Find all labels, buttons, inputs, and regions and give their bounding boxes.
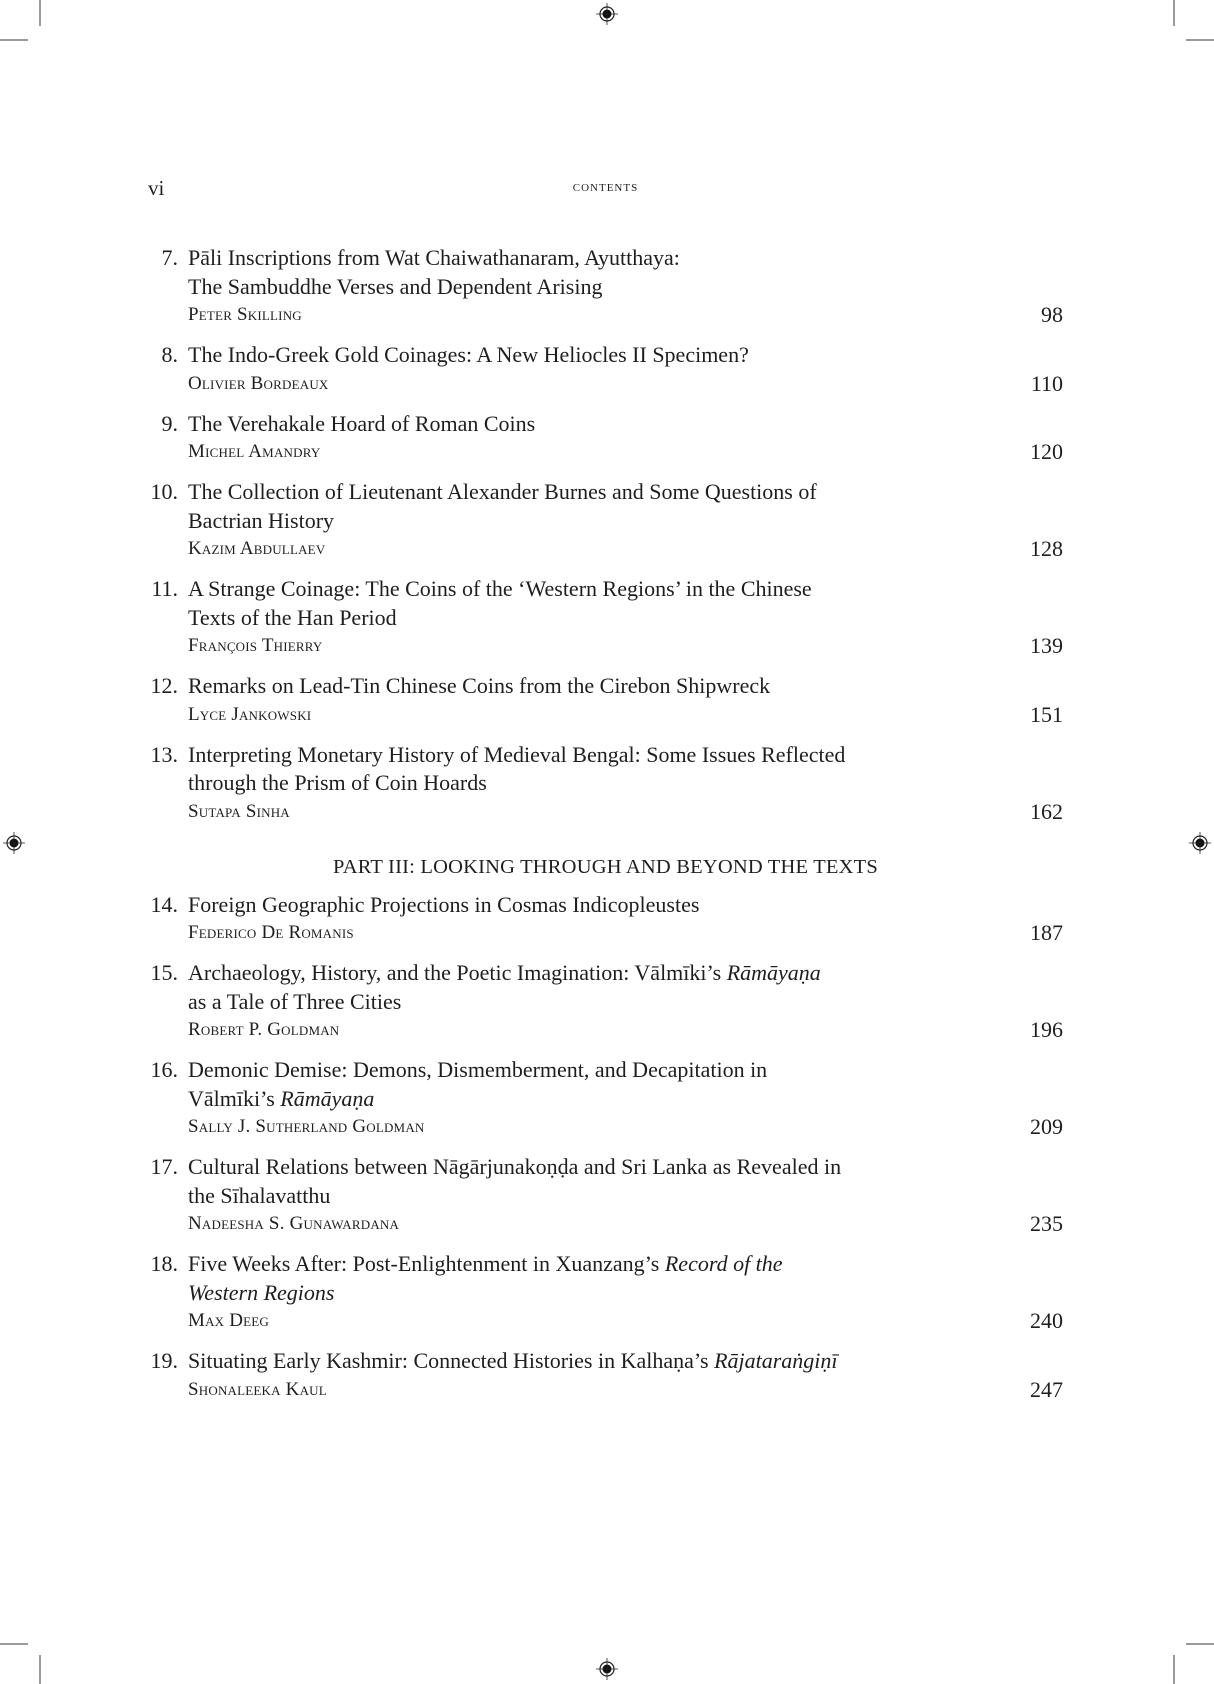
entry-body (188, 1153, 973, 1238)
page-number[interactable]: 139 (1030, 633, 1063, 658)
crop-mark-bottom-left-vertical (39, 1655, 41, 1684)
page-number[interactable]: 209 (1030, 1114, 1063, 1139)
registration-target-icon (596, 1658, 618, 1680)
toc-entry[interactable] (148, 1347, 1063, 1404)
entry-number: 18. (150, 1251, 178, 1276)
entry-body (188, 1056, 973, 1141)
page-number[interactable]: 235 (1030, 1211, 1063, 1236)
page-number[interactable]: 187 (1030, 920, 1063, 945)
toc-entry[interactable] (148, 1153, 1063, 1238)
entry-body (188, 672, 973, 729)
toc-entry[interactable] (148, 244, 1063, 329)
page-number[interactable]: 110 (1030, 370, 1063, 396)
page-number[interactable]: 240 (1030, 1308, 1063, 1333)
chapter-title-text: Bactrian History (188, 507, 335, 533)
chapter-author: Olivier Bordeaux (188, 372, 329, 394)
toc-entry[interactable] (148, 891, 1063, 948)
registration-target-icon (596, 3, 618, 25)
chapter-title-line (188, 1347, 973, 1376)
chapter-title-line (188, 575, 973, 604)
page-number[interactable]: 128 (1030, 536, 1063, 561)
chapter-title-line (188, 891, 973, 920)
crop-mark-top-right-horizontal (1186, 39, 1214, 41)
toc-entry[interactable] (148, 1250, 1063, 1335)
chapter-author: Nadeesha S. Gunawardana (188, 1213, 400, 1234)
entry-number: 16. (150, 1057, 178, 1082)
entry-number: 13. (150, 741, 178, 767)
chapter-title-text: The Collection of Lieutenant Alexander Burnes and Some Questions of (188, 479, 817, 504)
toc-part-3-entries (148, 891, 1063, 1404)
crop-mark-top-left-horizontal (0, 39, 28, 41)
crop-mark-bottom-right-vertical (1173, 1655, 1175, 1684)
entry-number: 7. (161, 245, 178, 270)
chapter-title-text: The Indo-Greek Gold Coinages: A New Heliocles II Specimen? (188, 342, 749, 367)
page-number[interactable]: 98 (1041, 302, 1063, 327)
chapter-title-line (188, 507, 973, 536)
toc-entry[interactable] (148, 672, 1063, 729)
chapter-title-line (188, 341, 973, 370)
toc-entry[interactable] (148, 341, 1063, 398)
entry-number: 17. (150, 1154, 178, 1179)
toc-entry[interactable] (148, 575, 1063, 660)
toc-entry[interactable] (148, 478, 1063, 563)
chapter-title-line (188, 959, 973, 988)
entry-number: 11. (151, 576, 178, 601)
running-head-title: contents (572, 178, 639, 195)
crop-mark-top-left-vertical (39, 0, 41, 26)
entry-body (188, 410, 973, 467)
chapter-title-line (188, 273, 973, 302)
chapter-title-line (188, 741, 973, 770)
chapter-title-line (188, 1279, 973, 1308)
part-heading: PART III: LOOKING THROUGH AND BEYOND THE TEXTS (333, 855, 878, 878)
chapter-title-text: A Strange Coinage: The Coins of the ‘Western Regions’ in the Chinese (188, 576, 812, 601)
chapter-author: Sally J. Sutherland Goldman (188, 1116, 425, 1137)
chapter-title-text: Foreign Geographic Projections in Cosmas Indicopleustes (188, 891, 700, 917)
page-number[interactable]: 151 (1030, 701, 1063, 727)
entry-body (188, 1347, 973, 1404)
chapter-author: Sutapa Sinha (188, 800, 290, 822)
chapter-author: Robert P. Goldman (188, 1019, 340, 1040)
entry-number: 9. (161, 410, 178, 436)
registration-target-icon (3, 832, 25, 854)
chapter-author: François Thierry (188, 635, 323, 656)
chapter-title-italic: Western Regions (188, 1279, 335, 1305)
entry-number: 8. (161, 342, 178, 367)
entry-number: 10. (150, 479, 178, 504)
chapter-title-text: The Verehakale Hoard of Roman Coins (188, 410, 536, 436)
crop-mark-bottom-left-horizontal (0, 1643, 28, 1645)
chapter-author: Shonaleeka Kaul (188, 1378, 327, 1400)
chapter-title-text: The Sambuddhe Verses and Dependent Arising (188, 273, 603, 299)
chapter-title-text: Remarks on Lead-Tin Chinese Coins from the Cirebon Shipwreck (188, 673, 771, 698)
chapter-title-line (188, 672, 973, 701)
page-folio: vi (148, 176, 165, 200)
toc-entry[interactable] (148, 1056, 1063, 1141)
toc-entry[interactable] (148, 741, 1063, 826)
page-number[interactable]: 162 (1030, 798, 1063, 824)
chapter-title-text: Demonic Demise: Demons, Dismemberment, and Decapitation in (188, 1057, 768, 1082)
chapter-title-text: through the Prism of Coin Hoards (188, 770, 487, 795)
chapter-title-line (188, 1182, 973, 1211)
chapter-title-text: Pāli Inscriptions from Wat Chaiwathanaram, Ayutthaya: (188, 245, 680, 270)
chapter-title-line (188, 244, 973, 273)
running-head (148, 176, 1063, 200)
entry-body (188, 244, 973, 329)
chapter-title-line (188, 1153, 973, 1182)
chapter-title-line (188, 478, 973, 507)
page-number[interactable]: 120 (1030, 439, 1063, 464)
chapter-title-italic: Rāmāyaṇa (726, 960, 821, 985)
chapter-title-line (188, 1250, 973, 1279)
registration-target-icon (1189, 832, 1211, 854)
crop-mark-bottom-right-horizontal (1186, 1643, 1214, 1645)
chapter-title-text: Interpreting Monetary History of Medieval Bengal: Some Issues Reflected (188, 741, 846, 767)
chapter-author: Federico De Romanis (188, 922, 354, 943)
chapter-title-text: Cultural Relations between Nāgārjunakoṇḍa and Sri Lanka as Revealed in (188, 1154, 842, 1179)
chapter-title-text: Vālmīki’s (188, 1085, 281, 1111)
chapter-title-text: as a Tale of Three Cities (188, 988, 402, 1014)
toc-entry[interactable] (148, 410, 1063, 467)
page-number[interactable]: 196 (1030, 1017, 1063, 1042)
entry-body (188, 959, 973, 1044)
table-of-contents (148, 244, 1063, 1416)
chapter-title-line (188, 769, 973, 798)
entry-body (188, 741, 973, 826)
entry-number: 19. (150, 1348, 178, 1373)
chapter-title-text: Archaeology, History, and the Poetic Imagination: Vālmīki’s (188, 960, 727, 985)
toc-entry[interactable] (148, 959, 1063, 1044)
entry-body (188, 891, 973, 948)
chapter-title-line (188, 988, 973, 1017)
entry-number: 12. (150, 673, 178, 698)
chapter-title-text: Five Weeks After: Post-Enlightenment in Xuanzang’s (188, 1251, 665, 1276)
entry-number: 15. (150, 960, 178, 985)
chapter-title-text: Texts of the Han Period (188, 604, 397, 630)
chapter-title-line (188, 1085, 973, 1114)
chapter-title-text: Situating Early Kashmir: Connected Histories in Kalhaṇa’s (188, 1348, 715, 1373)
entry-body (188, 341, 973, 398)
chapter-title-line (188, 604, 973, 633)
chapter-author: Michel Amandry (188, 441, 321, 462)
chapter-title-italic: Record of the (664, 1251, 783, 1276)
toc-part-2-entries (148, 244, 1063, 826)
chapter-author: Max Deeg (188, 1310, 270, 1331)
entry-body (188, 478, 973, 563)
chapter-title-line (188, 1056, 973, 1085)
entry-body (188, 1250, 973, 1335)
chapter-title-italic: Rāmāyaṇa (280, 1085, 375, 1111)
chapter-title-line (188, 410, 973, 439)
page-number[interactable]: 247 (1030, 1376, 1063, 1402)
chapter-title-italic: Rājataraṅgiṇī (714, 1348, 838, 1373)
chapter-author: Peter Skilling (188, 304, 302, 325)
chapter-author: Lyce Jankowski (188, 703, 312, 725)
chapter-author: Kazim Abdullaev (188, 538, 326, 559)
crop-mark-top-right-vertical (1173, 0, 1175, 26)
chapter-title-text: the Sīhalavatthu (188, 1182, 331, 1208)
entry-body (188, 575, 973, 660)
entry-number: 14. (150, 891, 178, 917)
